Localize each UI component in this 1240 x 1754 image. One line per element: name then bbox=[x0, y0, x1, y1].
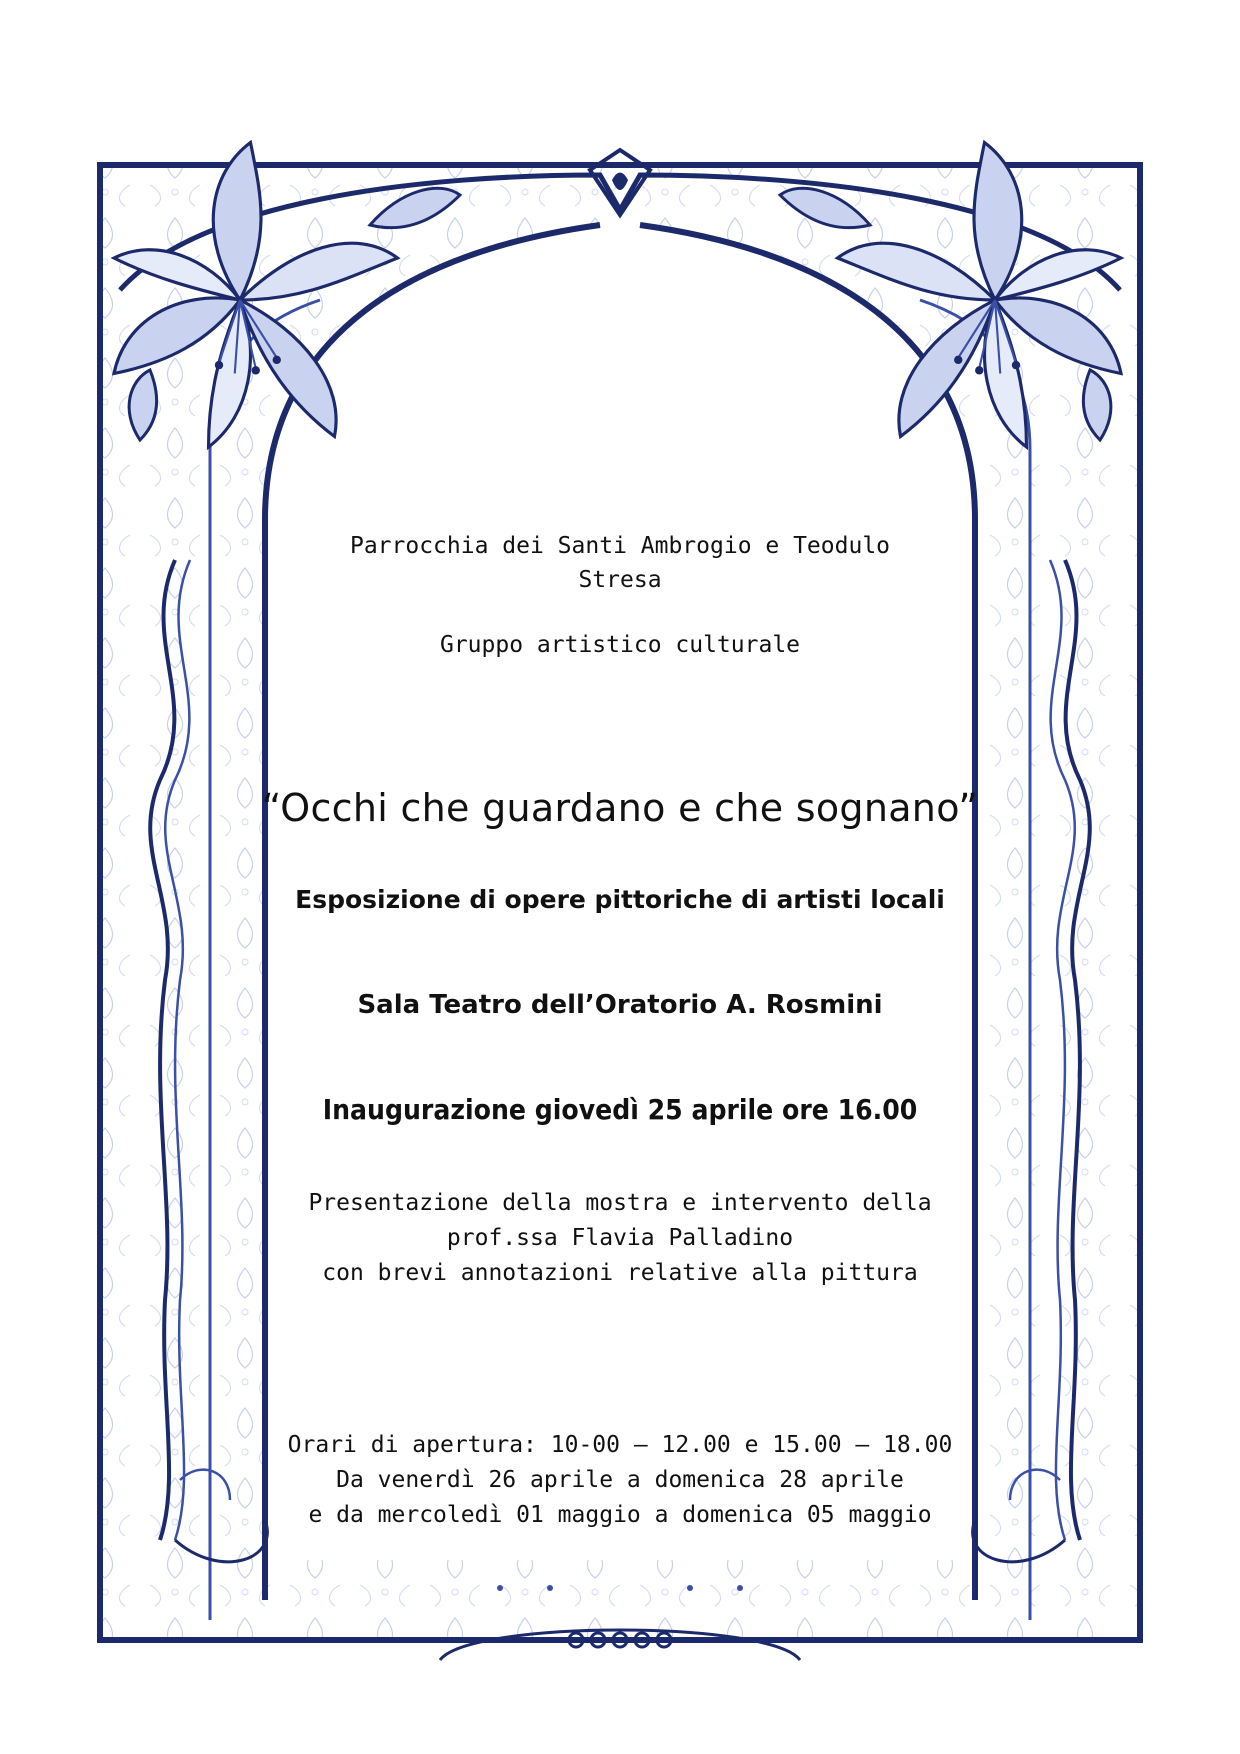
exhibition-title: “Occhi che guardano e che sognano” bbox=[261, 786, 979, 830]
venue: Sala Teatro dell’Oratorio A. Rosmini bbox=[357, 990, 883, 1020]
presentation-line-3: con brevi annotazioni relative alla pittura bbox=[322, 1260, 918, 1286]
inauguration: Inaugurazione giovedì 25 aprile ore 16.00 bbox=[322, 1093, 918, 1126]
exhibition-subtitle: Esposizione di opere pittoriche di artisti locali bbox=[295, 885, 945, 914]
opening-hours: Orari di apertura: 10-00 – 12.00 e 15.00 – 18.00 bbox=[287, 1432, 953, 1458]
dates-line-2: e da mercoledì 01 maggio a domenica 05 maggio bbox=[308, 1502, 932, 1528]
parish-name: Parrocchia dei Santi Ambrogio e Teodulo bbox=[349, 533, 891, 559]
presentation-line-2: prof.ssa Flavia Palladino bbox=[446, 1225, 794, 1251]
town-name: Stresa bbox=[578, 567, 662, 593]
group-name: Gruppo artistico culturale bbox=[439, 632, 801, 658]
presentation-line-1: Presentazione della mostra e intervento della bbox=[308, 1190, 932, 1216]
dates-line-1: Da venerdì 26 aprile a domenica 28 aprile bbox=[336, 1467, 904, 1493]
